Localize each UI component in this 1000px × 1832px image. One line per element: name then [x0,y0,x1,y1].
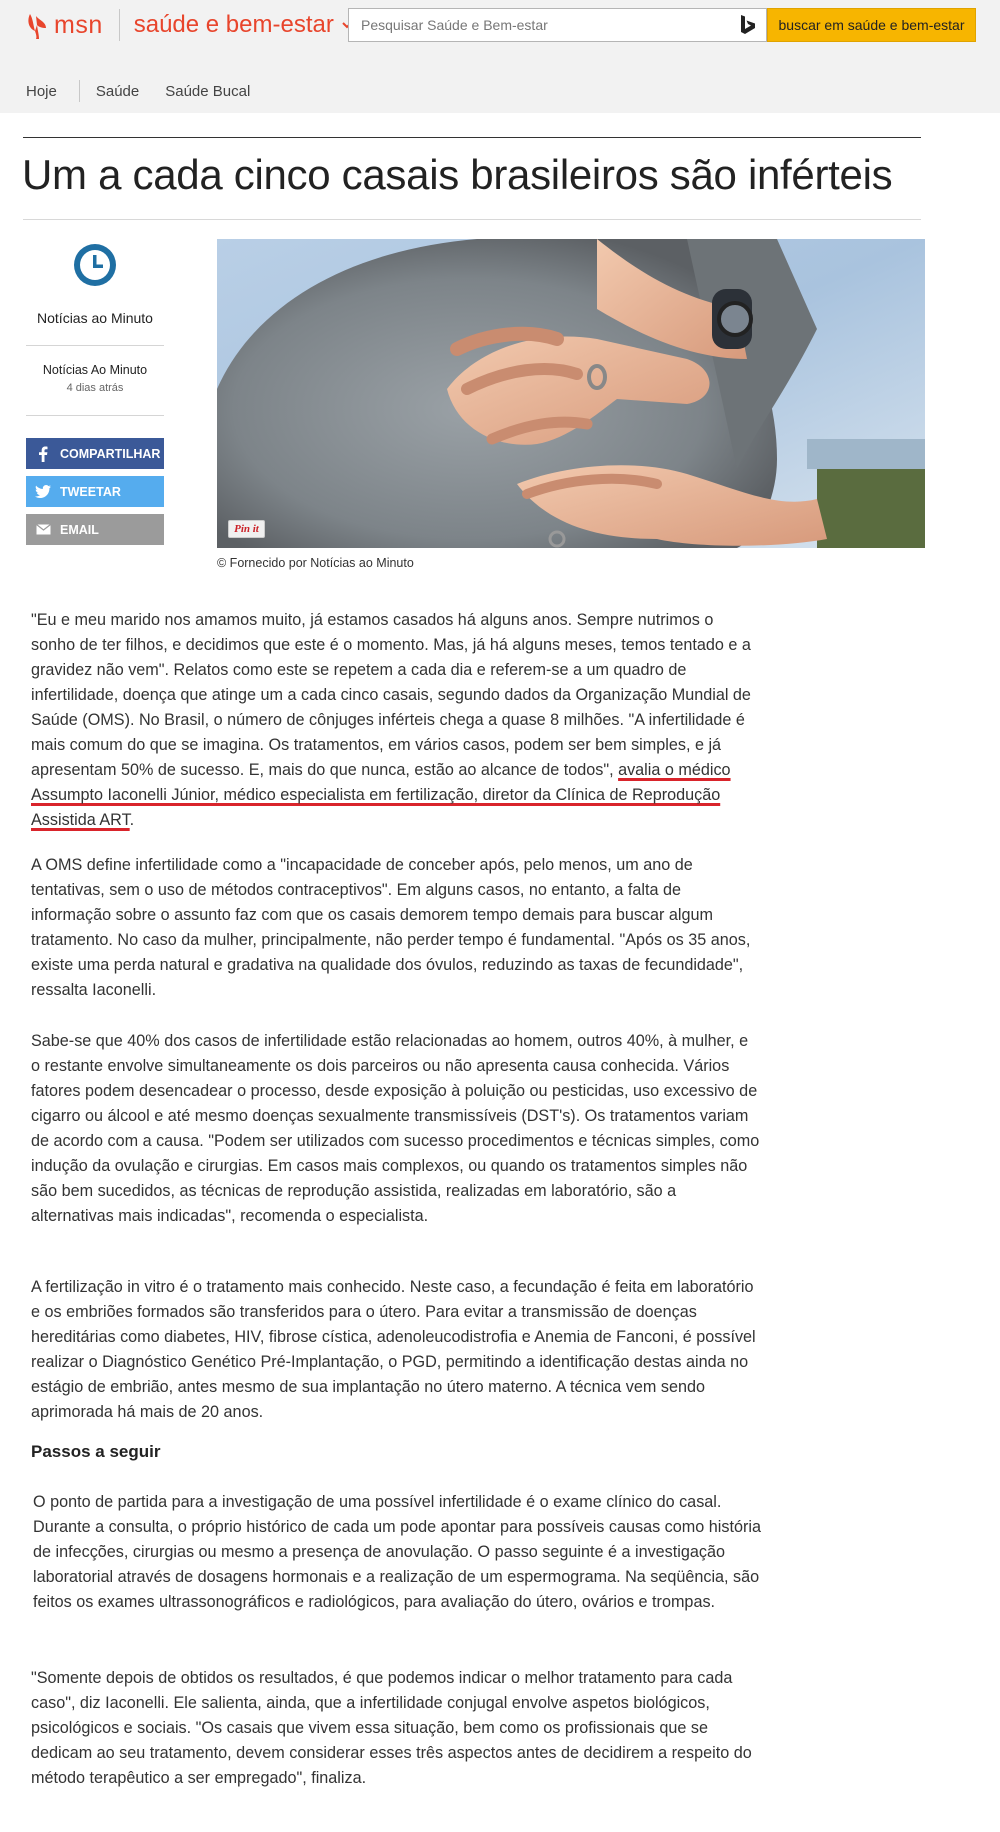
nav-divider [79,80,80,102]
source-name[interactable]: Notícias ao Minuto [37,310,153,326]
sidebar-divider [26,345,164,346]
mail-icon [34,521,52,539]
paragraph: "Somente depois de obtidos os resultados, é que podemos indicar o melhor tratamento para cada caso", diz Iaconelli. Ele salienta, ainda, que a infertilidade conjugal envolve aspetos biológicos, psicológicos e sociais. "Os casais que vivem essa situação, bem como os profissionais que se dedicam ao seu tratamento, devem considerar esses três aspectos antes de decidirem a respeito do método terapêutico a ser empregado", finaliza. [31,1669,752,1787]
bing-icon[interactable] [730,14,766,36]
msn-logo-text[interactable]: msn [54,10,103,39]
image-caption: © Fornecido por Notícias ao Minuto [217,556,414,570]
search-bar [348,8,976,42]
nav-item-saude[interactable]: Saúde [95,82,140,100]
section-menu[interactable] [134,11,352,39]
twitter-icon [34,483,52,501]
nav-item-saude-bucal[interactable]: Saúde Bucal [165,82,251,100]
paragraph [31,608,761,833]
section-label: saúde e bem-estar [133,11,334,38]
publish-time: 4 dias atrás [66,382,124,394]
paragraph: A OMS define infertilidade como a "incapacidade de conceber após, pelo menos, um ano de tentativas, sem o uso de métodos contraceptivos". Em alguns casos, no entanto, a falta de informação sobre o assunto faz com que os casais demorem tempo demais para buscar algum tratamento. No caso da mulher, principalmente, não perder tempo é fundamental. "Após os 35 anos, existe uma perda natural e gradativa na qualidade dos óvulos, reduzindo as taxas de fecundidade", ressalta Iaconelli. [31,856,751,999]
share-facebook-button[interactable] [26,438,164,469]
sub-navigation [26,80,250,102]
search-box [348,8,767,42]
share-facebook-label: COMPARTILHAR [60,446,161,461]
highlighted-quote-attribution: avalia o médico Assumpto Iaconelli Júnior, médico especialista em fertilização, diretor da Clínica de Reprodução Assistida ART [31,761,731,829]
nav-item-hoje[interactable]: Hoje [26,82,57,100]
paragraph-text: "Eu e meu marido nos amamos muito, já estamos casados há alguns anos. Sempre nutrimos o sonho de ter filhos, e decidimos que este é o momento. Mas, já há alguns meses, temos tentado e a gravidez não vem". Relatos como este se repetem a cada dia e referem-se a um quadro de infertilidade, doença que atinge um a cada cinco casais, segundo dados da Organização Mundial de Saúde (OMS). No Brasil, o número de cônjuges inférteis chega a quase 8 milhões. "A infertilidade é mais comum do que se imagina. Os tratamentos, em vários casos, podem ser bem simples, e já apresentam 50% de sucesso. E, mais do que nunca, estão ao alcance de todos", [31,611,751,779]
page-title: Um a cada cinco casais brasileiros são inférteis [22,151,893,198]
facebook-icon [34,445,52,463]
title-bottom-rule [23,219,921,220]
search-button[interactable]: buscar em saúde e bem-estar [767,8,976,42]
brand-divider [119,9,120,41]
share-twitter-button[interactable] [26,476,164,507]
share-twitter-label: TWEETAR [60,484,121,499]
clock-icon[interactable] [73,243,117,287]
top-header [0,0,1000,113]
paragraph: Sabe-se que 40% dos casos de infertilidade estão relacionadas ao homem, outros 40%, à mulher, e o restante envolve simultaneamente os dois parceiros ou não apresenta causa conhecida. Vários fatores podem desencadear o processo, desde exposição à poluição ou pesticidas, uso excessivo de cigarro ou álcool e até mesmo doenças sexualmente transmissíveis (DST's). Os tratamentos variam de acordo com a causa. "Podem ser utilizados com sucesso procedimentos e técnicas simples, como indução da ovulação e cirurgias. Em casos mais complexos, ou quando os tratamentos simples não são bem sucedidos, as técnicas de reprodução assistida, realizadas em laboratório, são a alternativas mais indicadas", recomenda o especialista. [31,1032,760,1225]
author-name: Notícias Ao Minuto [42,363,148,377]
article-image [217,239,925,548]
section-subheading: Passos a seguir [31,1442,161,1461]
brand [26,9,352,41]
paragraph: A fertilização in vitro é o tratamento mais conhecido. Neste caso, a fecundação é feita em laboratório e os embriões formados são transferidos para o útero. Para evitar a transmissão de doenças hereditárias como diabetes, HIV, fibrose cística, adenoleucodistrofia e Anemia de Fanconi, é possível realizar o Diagnóstico Genético Pré-Implantação, o PGD, permitindo a identificação destas ainda no estágio de embrião, antes mesmo de sua implantação no útero materno. A técnica vem sendo aprimorada há mais de 20 anos. [31,1278,756,1421]
search-input[interactable] [349,9,730,41]
pin-it-button[interactable]: Pin it [228,520,265,538]
share-email-button[interactable] [26,514,164,545]
sidebar-divider [26,415,164,416]
title-top-rule [23,137,921,138]
paragraph-text: . [129,811,135,829]
paragraph: O ponto de partida para a investigação de uma possível infertilidade é o exame clínico do casal. Durante a consulta, o próprio histórico de cada um pode apontar para possíveis causas como história de infecções, cirurgias ou mesmo a presença de anovulação. O passo seguinte é a investigação laboratorial através de dosagens hormonais e a realização de um espermograma. Na seqüência, são feitos os exames ultrassonográficos e radiológicos, para avaliação do útero, ovários e trompas. [33,1493,761,1611]
msn-butterfly-icon[interactable] [26,10,48,40]
share-email-label: EMAIL [60,522,99,537]
